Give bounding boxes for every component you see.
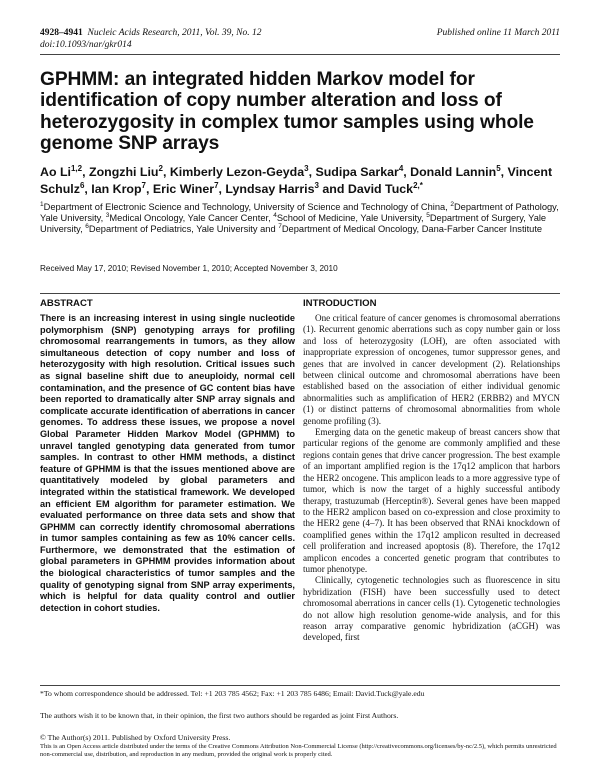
- author[interactable]: Eric Winer$^7$: [152, 181, 219, 196]
- affiliation: Department of Pediatrics, Yale University and: [88, 223, 279, 234]
- article-dates: Received May 17, 2010; Revised November 1, 2010; Accepted November 3, 2010: [40, 264, 338, 273]
- author[interactable]: Ao Li$^{1,2}$: [40, 164, 83, 179]
- page-range: 4928–4941: [40, 28, 83, 38]
- affiliation: Department of Surgery, Yale University,: [40, 212, 547, 234]
- intro-paragraph: Emerging data on the genetic makeup of breast cancers show that particular regions of the genome are commonly amplified and these regions contain genes that drive cancer progression. The best example of an important amplified region is the 17q12 amplicon that harbors the HER2 oncogene. This amplicon leads to a more aggressive type of tumor, which is now the target of a highly successful antibody therapy, trastuzumab (Herceptin®). Several genes have been mapped to the HER2 amplicon based on co-expression and close proximity to the HER2 gene (4–7). It has been observed that RNAi knockdown of coamplified genes within the 17q12 amplicon resulted in decreased cell proliferation and increased apoptosis (8). Therefore, the 17q12 amplicon encodes a concerted genetic program that contributes to tumor phenotype.: [303, 427, 560, 574]
- author[interactable]: Sudipa Sarkar$^4$: [315, 164, 404, 179]
- copyright-notice: © The Author(s) 2011. Published by Oxford University Press.: [40, 733, 231, 742]
- affiliation: Medical Oncology, Yale Cancer Center,: [109, 212, 274, 223]
- copyright-line: [40, 733, 560, 760]
- affiliations: $^1$Department of Electronic Science and Technology, University of Science and Technology of China, $^2$Department of Pathology, Yale University, $^3$Medical Oncology, Yale Cancer Center, $^4$School of Medicine, Yale University, $^5$Department of Surgery, Yale University, $^6$Department of Pediatrics, Yale University and $^7$Department of Medical Oncology, Dana-Farber Cancer Institute: [40, 201, 559, 234]
- affiliation: Department of Electronic Science and Technology, University of Science and Technology of China,: [43, 202, 451, 212]
- journal-citation: Nucleic Acids Research, 2011, Vol. 39, No. 12: [87, 28, 262, 38]
- license-notice: This is an Open Access article distributed under the terms of the Creative Commons Attribution Non-Commercial License (http://creativecommons.org/licenses/by-nc/2.5), which permits unrestricted non-commercial use, distribution, and reproduction in any medium, provided the original work is properly cited.: [40, 742, 557, 759]
- footnote-divider: [40, 685, 560, 686]
- author[interactable]: Donald Lannin$^5$: [410, 164, 501, 179]
- abstract-heading: ABSTRACT: [40, 298, 93, 309]
- affiliation: Department of Pathology, Yale University,: [40, 202, 559, 223]
- correspondence-footnote: *To whom correspondence should be addressed. Tel: +1 203 785 4562; Fax: +1 203 785 6486; Email: David.Tuck@yale.edu: [40, 689, 425, 698]
- author-corresponding[interactable]: David Tuck$^{2,*}$: [347, 181, 423, 196]
- doi[interactable]: doi:10.1093/nar/gkr014: [40, 40, 132, 50]
- affiliation: School of Medicine, Yale University,: [276, 212, 427, 223]
- abstract-text: There is an increasing interest in using single nucleotide polymorphism (SNP) genotyping arrays for profiling chromosomal rearrangements in tumors, as they allow simultaneous detection of copy number and loss of heterozygosity with high resolution. Critical issues such as signal baseline shift due to aneuploidy, normal cell contamination, and the presence of GC content bias have been reported to dramatically alter SNP array signals and complicate accurate identification of aberrations in cancer genomes. To address these issues, we propose a novel Global Parameter Hidden Markov Model (GPHMM) to unravel tangled genotyping data generated from tumor samples. In contrast to other HMM methods, a distinct feature of GPHMM is that the issues mentioned above are quantitatively modeled by global parameters and integrated within the statistical framework. We developed an efficient EM algorithm for parameter estimation. We evaluated performance on three data sets and show that GPHMM can correctly identify chromosomal aberrations in tumor samples containing as few as 10% cancer cells. Furthermore, we demonstrated that the estimation of global parameters in GPHMM provides information about the biological characteristics of tumor samples and the quality of genotyping signal from SNP array experiments, which is helpful for data quality control and outlier detection in cohort studies.: [40, 313, 295, 613]
- introduction-body: [303, 313, 560, 644]
- journal-citation-line: [40, 27, 261, 39]
- author[interactable]: Vincent Schulz$^6$: [40, 165, 553, 196]
- section-divider: [40, 293, 560, 294]
- header-divider: [40, 54, 560, 55]
- intro-paragraph: Clinically, cytogenetic technologies such as fluorescence in situ hybridization (FISH) have been successfully used to detect chromosomal aberrations in cancer cells (1). Cytogenetic technologies do not allow high resolution genome-wide analysis, and for this reason array comparative genomic hybridization (aCGH) was developed, first: [303, 575, 560, 643]
- intro-paragraph: One critical feature of cancer genomes is chromosomal aberrations (1). Recurrent genomic aberrations such as copy number gain or loss and loss of heterozygosity (LOH), are often associated with inappropriate expression of oncogenes, tumor suppressor genes, and genes that are involved in cancer development (2). Relationships between clinical outcome and chromosomal aberrations have been established based on the association of either individual genomic abnormalities such as amplification of HER2 (ERBB2) and MYCN (1) or distinct patterns of chromosomal abnormalities from whole genome profiling (3).: [303, 313, 560, 426]
- affiliation: Department of Medical Oncology, Dana-Farber Cancer Institute: [281, 223, 543, 234]
- author[interactable]: Ian Krop$^7$: [91, 181, 146, 196]
- article-title: GPHMM: an integrated hidden Markov model for identification of copy number alteration and loss of heterozygosity in complex tumor samples using whole genome SNP arrays: [40, 69, 534, 155]
- author[interactable]: Kimberly Lezon-Geyda$^3$: [169, 164, 309, 179]
- author[interactable]: Zongzhi Liu$^2$: [89, 164, 163, 179]
- author[interactable]: Lyndsay Harris$^3$: [225, 181, 319, 196]
- introduction-heading: INTRODUCTION: [303, 298, 377, 309]
- joint-authorship-note: The authors wish it to be known that, in their opinion, the first two authors should be regarded as joint First Authors.: [40, 711, 399, 720]
- author-list: Ao Li$^{1,2}$, Zongzhi Liu$^2$, Kimberly Lezon-Geyda$^3$, Sudipa Sarkar$^4$, Donald Lannin$^5$, Vincent Schulz$^6$, Ian Krop$^7$, Eric Winer$^7$, Lyndsay Harris$^3$ and David Tuck$^{2,*}$: [40, 164, 553, 196]
- published-date: Published online 11 March 2011: [436, 28, 560, 38]
